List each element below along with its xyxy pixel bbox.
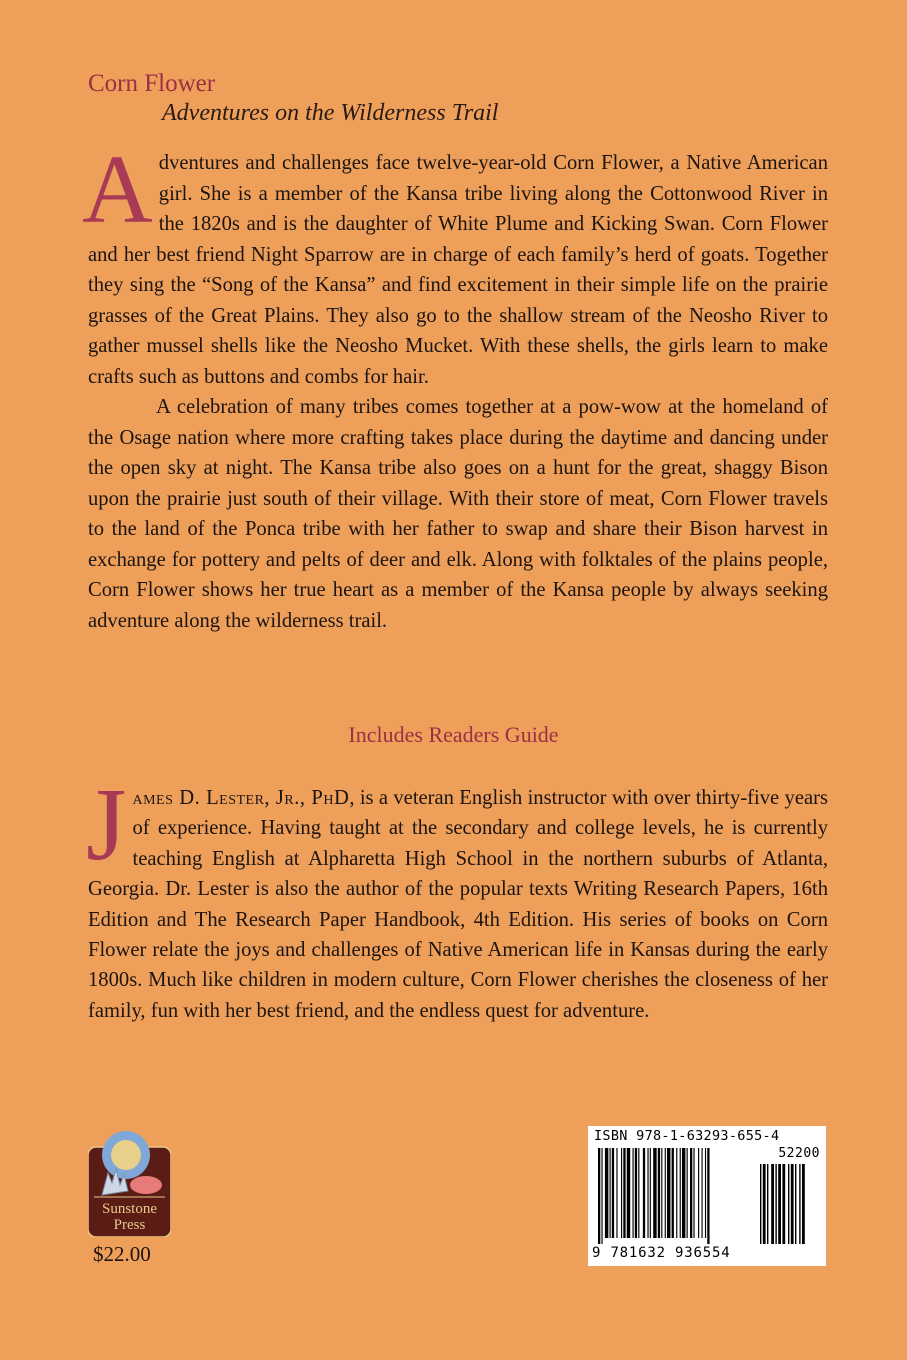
readers-guide-note: Includes Readers Guide [348,722,559,747]
author-bio-text: , is a veteran English instructor with over thirty-five years of experience. Having taught at the secondary and college levels, he is currently teaching English at Alpharetta High School in the northern suburbs of Atlanta, Georgia. Dr. Lester is also the author of the popular texts Writing Research Papers, 16th Edition and The Research Paper Handbook, 4th Edition. His series of books on Corn Flower relate the joys and challenges of Native American life in Kansas during the early 1800s. Much like children in modern culture, Corn Flower cherishes the closeness of her family, fun with her best friend, and the endless quest for adventure. [88,787,828,1022]
price-addon-digits: 52200 [778,1146,820,1161]
blurb-dropcap: A [82,136,153,244]
blurb-paragraph-1 [82,136,828,392]
isbn-barcode [588,1126,826,1266]
publisher-name-line-2: Press [113,1217,146,1233]
blurb-paragraph-2: A celebration of many tribes comes together at a pow-wow at the homeland of the Osage nation where more crafting takes place during the daytime and dancing under the open sky at night. The Kansa tribe also goes on a hunt for the great, shaggy Bison upon the prairie just south of their village. With their store of meat, Corn Flower travels to the land of the Ponca tribe with her father to swap and share their Bison harvest in exchange for pottery and pelts of deer and elk. Along with folktales of the plains people, Corn Flower shows her true heart as a member of the Kansa people by always seeking adventure along the wilderness trail. [88,396,828,632]
blurb-paragraph-1-text: dventures and challenges face twelve-year-old Corn Flower, a Native American girl. She is a member of the Kansa tribe living along the Cottonwood River in the 1820s and is the daughter of White Plume and Kicking Swan. Corn Flower and her best friend Night Sparrow are in charge of each family’s herd of goats. Together they sing the “Song of the Kansa” and find excitement in their simple life on the prairie grasses of the Great Plains. They also go to the shallow stream of the Neosho River to gather mussel shells like the Neosho Mucket. With these shells, the girls learn to make crafts such as buttons and combs for hair. [88,152,828,388]
author-name: ames D. Lester, Jr., PhD [132,787,350,809]
book-blurb [82,136,828,636]
series-title: Corn Flower [88,70,216,97]
barcode-bars-icon [598,1148,820,1248]
publisher-name-line-1: Sunstone [101,1201,157,1217]
author-bio [86,767,828,1026]
price: $22.00 [93,1242,151,1266]
isbn-label: ISBN 978-1-63293-655-4 [594,1128,780,1144]
publisher-name [88,1201,171,1233]
book-subtitle: Adventures on the Wilderness Trail [162,100,499,126]
ean-digits: 9 781632 936554 [592,1245,731,1261]
bio-dropcap: J [86,767,127,882]
sunstone-press-logo [88,1125,171,1237]
